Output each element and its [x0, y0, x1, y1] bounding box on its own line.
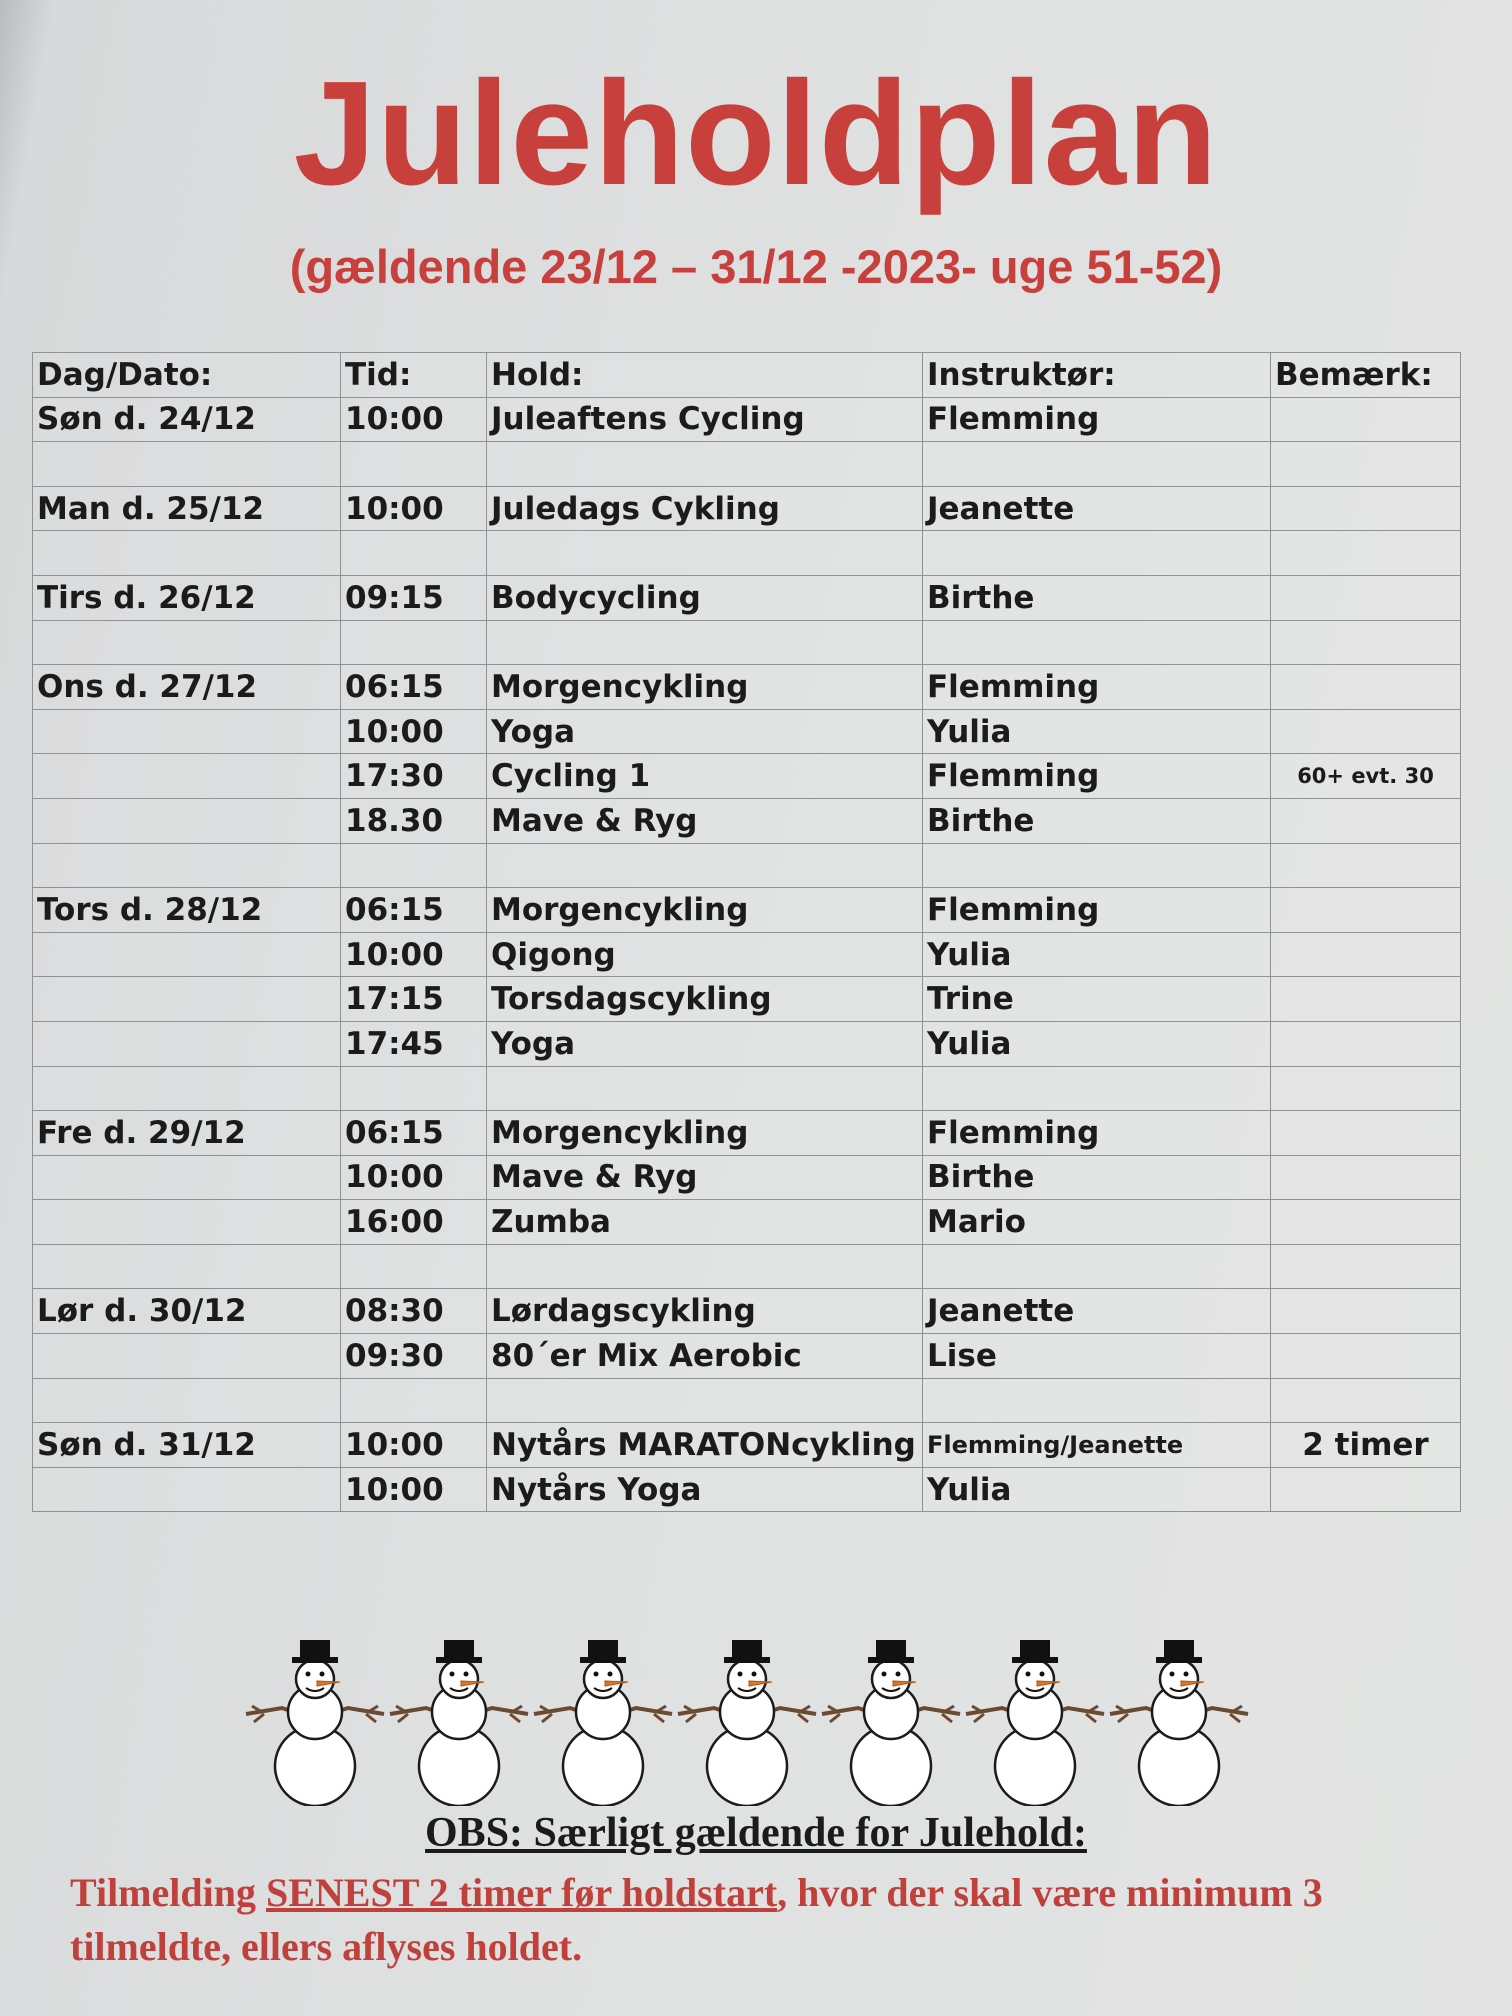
day-cell — [33, 932, 341, 977]
snowman-icon — [534, 1640, 672, 1806]
snowman-icon — [678, 1640, 816, 1806]
day-cell — [33, 1378, 341, 1423]
note-cell — [1271, 709, 1461, 754]
time-cell: 17:45 — [341, 1021, 487, 1066]
time-cell: 18.30 — [341, 798, 487, 843]
day-cell — [33, 1155, 341, 1200]
instructor-cell — [923, 531, 1271, 576]
class-cell — [487, 531, 923, 576]
notice-part2: , hvor der skal være minimum 3 tilmeldte, ellers aflyses holdet. — [70, 1870, 1323, 1969]
header-class: Hold: — [487, 353, 923, 398]
table-row — [33, 1423, 1461, 1468]
header-day: Dag/Dato: — [33, 353, 341, 398]
note-cell — [1271, 397, 1461, 442]
note-cell — [1271, 442, 1461, 487]
note-cell — [1271, 1111, 1461, 1156]
note-cell — [1271, 486, 1461, 531]
note-cell: 60+ evt. 30 — [1271, 754, 1461, 799]
note-cell — [1271, 1200, 1461, 1245]
note-cell — [1271, 888, 1461, 933]
class-cell — [487, 1066, 923, 1111]
time-cell — [341, 1066, 487, 1111]
snowman-icon — [822, 1640, 960, 1806]
day-cell — [33, 1066, 341, 1111]
notice-part1: Tilmelding — [70, 1870, 266, 1915]
class-cell: Torsdagscykling — [487, 977, 923, 1022]
table-row — [33, 1021, 1461, 1066]
class-cell: Cycling 1 — [487, 754, 923, 799]
day-cell: Man d. 25/12 — [33, 486, 341, 531]
day-cell: Ons d. 27/12 — [33, 665, 341, 710]
day-cell: Tirs d. 26/12 — [33, 575, 341, 620]
table-row — [33, 1467, 1461, 1512]
snowman-icon — [246, 1640, 384, 1806]
time-cell: 10:00 — [341, 1155, 487, 1200]
note-cell: 2 timer — [1271, 1423, 1461, 1468]
instructor-cell: Yulia — [923, 932, 1271, 977]
table-row — [33, 1155, 1461, 1200]
day-cell — [33, 620, 341, 665]
snowman-icon — [1110, 1640, 1248, 1806]
class-cell: Mave & Ryg — [487, 798, 923, 843]
day-cell: Fre d. 29/12 — [33, 1111, 341, 1156]
time-cell — [341, 1378, 487, 1423]
table-row — [33, 754, 1461, 799]
note-cell — [1271, 798, 1461, 843]
class-cell: Morgencykling — [487, 665, 923, 710]
class-cell — [487, 843, 923, 888]
day-cell — [33, 843, 341, 888]
time-cell — [341, 620, 487, 665]
instructor-cell: Flemming — [923, 397, 1271, 442]
table-row-empty — [33, 620, 1461, 665]
note-cell — [1271, 1155, 1461, 1200]
table-row-empty — [33, 531, 1461, 576]
table-row — [33, 977, 1461, 1022]
note-cell — [1271, 620, 1461, 665]
instructor-cell — [923, 620, 1271, 665]
snowman-icon — [390, 1640, 528, 1806]
instructor-cell: Mario — [923, 1200, 1271, 1245]
time-cell — [341, 843, 487, 888]
time-cell: 10:00 — [341, 1467, 487, 1512]
class-cell: Mave & Ryg — [487, 1155, 923, 1200]
table-row — [33, 665, 1461, 710]
time-cell: 06:15 — [341, 888, 487, 933]
time-cell: 10:00 — [341, 397, 487, 442]
instructor-cell: Birthe — [923, 575, 1271, 620]
table-row — [33, 1200, 1461, 1245]
time-cell: 10:00 — [341, 709, 487, 754]
time-cell — [341, 1244, 487, 1289]
instructor-cell: Flemming — [923, 1111, 1271, 1156]
class-cell: 80´er Mix Aerobic — [487, 1334, 923, 1379]
day-cell — [33, 709, 341, 754]
note-cell — [1271, 531, 1461, 576]
class-cell: Qigong — [487, 932, 923, 977]
note-cell — [1271, 665, 1461, 710]
notice-deadline: SENEST 2 timer før holdstart — [265, 1870, 778, 1915]
table-row-empty — [33, 1066, 1461, 1111]
day-cell: Lør d. 30/12 — [33, 1289, 341, 1334]
class-cell: Nytårs Yoga — [487, 1467, 923, 1512]
table-row — [33, 932, 1461, 977]
note-cell — [1271, 1289, 1461, 1334]
note-cell — [1271, 1021, 1461, 1066]
class-cell: Nytårs MARATONcykling — [487, 1423, 923, 1468]
time-cell: 10:00 — [341, 1423, 487, 1468]
obs-heading: OBS: Særligt gældende for Julehold: — [425, 1810, 1087, 1856]
page-title: Juleholdplan — [293, 51, 1219, 216]
note-cell — [1271, 1467, 1461, 1512]
table-row-empty — [33, 1244, 1461, 1289]
table-header-row — [33, 353, 1461, 398]
day-cell: Søn d. 31/12 — [33, 1423, 341, 1468]
table-row — [33, 486, 1461, 531]
class-cell: Bodycycling — [487, 575, 923, 620]
day-cell — [33, 754, 341, 799]
instructor-cell: Trine — [923, 977, 1271, 1022]
time-cell: 09:30 — [341, 1334, 487, 1379]
time-cell — [341, 442, 487, 487]
note-cell — [1271, 1244, 1461, 1289]
header-instructor: Instruktør: — [923, 353, 1271, 398]
header-time: Tid: — [341, 353, 487, 398]
instructor-cell — [923, 442, 1271, 487]
day-cell — [33, 1200, 341, 1245]
time-cell: 17:30 — [341, 754, 487, 799]
class-cell — [487, 1244, 923, 1289]
instructor-cell: Flemming — [923, 665, 1271, 710]
table-row — [33, 798, 1461, 843]
note-cell — [1271, 1066, 1461, 1111]
table-row-empty — [33, 442, 1461, 487]
instructor-cell: Lise — [923, 1334, 1271, 1379]
instructor-cell: Flemming/Jeanette — [923, 1423, 1271, 1468]
table-row-empty — [33, 1378, 1461, 1423]
class-cell — [487, 442, 923, 487]
class-cell — [487, 1378, 923, 1423]
page-subtitle: (gældende 23/12 – 31/12 -2023- uge 51-52) — [289, 240, 1223, 293]
class-cell: Juledags Cykling — [487, 486, 923, 531]
class-cell: Yoga — [487, 1021, 923, 1066]
schedule-table — [32, 352, 1461, 1512]
instructor-cell: Yulia — [923, 1021, 1271, 1066]
note-cell — [1271, 843, 1461, 888]
note-cell — [1271, 1378, 1461, 1423]
time-cell: 09:15 — [341, 575, 487, 620]
table-row — [33, 1334, 1461, 1379]
time-cell: 16:00 — [341, 1200, 487, 1245]
class-cell: Yoga — [487, 709, 923, 754]
instructor-cell: Jeanette — [923, 486, 1271, 531]
class-cell: Morgencykling — [487, 888, 923, 933]
class-cell: Zumba — [487, 1200, 923, 1245]
time-cell: 10:00 — [341, 486, 487, 531]
table-row — [33, 1289, 1461, 1334]
time-cell — [341, 531, 487, 576]
instructor-cell: Birthe — [923, 1155, 1271, 1200]
day-cell: Tors d. 28/12 — [33, 888, 341, 933]
class-cell — [487, 620, 923, 665]
time-cell: 08:30 — [341, 1289, 487, 1334]
header-note: Bemærk: — [1271, 353, 1461, 398]
instructor-cell — [923, 1378, 1271, 1423]
day-cell — [33, 977, 341, 1022]
schedule-body — [33, 397, 1461, 1512]
day-cell — [33, 1021, 341, 1066]
time-cell: 06:15 — [341, 1111, 487, 1156]
table-row-empty — [33, 843, 1461, 888]
instructor-cell — [923, 1244, 1271, 1289]
day-cell — [33, 1244, 341, 1289]
time-cell: 10:00 — [341, 932, 487, 977]
instructor-cell: Birthe — [923, 798, 1271, 843]
class-cell: Juleaftens Cycling — [487, 397, 923, 442]
time-cell: 17:15 — [341, 977, 487, 1022]
class-cell: Lørdagscykling — [487, 1289, 923, 1334]
note-cell — [1271, 1334, 1461, 1379]
instructor-cell: Flemming — [923, 754, 1271, 799]
table-row — [33, 397, 1461, 442]
day-cell: Søn d. 24/12 — [33, 397, 341, 442]
day-cell — [33, 1467, 341, 1512]
instructor-cell: Yulia — [923, 1467, 1271, 1512]
day-cell — [33, 442, 341, 487]
time-cell: 06:15 — [341, 665, 487, 710]
note-cell — [1271, 977, 1461, 1022]
table-row — [33, 709, 1461, 754]
note-cell — [1271, 575, 1461, 620]
day-cell — [33, 531, 341, 576]
table-row — [33, 1111, 1461, 1156]
table-row — [33, 575, 1461, 620]
instructor-cell — [923, 1066, 1271, 1111]
instructor-cell: Jeanette — [923, 1289, 1271, 1334]
registration-notice — [70, 1866, 1470, 1974]
instructor-cell — [923, 843, 1271, 888]
instructor-cell: Flemming — [923, 888, 1271, 933]
instructor-cell: Yulia — [923, 709, 1271, 754]
snowman-icon — [966, 1640, 1104, 1806]
table-row — [33, 888, 1461, 933]
class-cell: Morgencykling — [487, 1111, 923, 1156]
day-cell — [33, 798, 341, 843]
snowmen-decoration — [240, 1636, 1260, 1806]
day-cell — [33, 1334, 341, 1379]
note-cell — [1271, 932, 1461, 977]
